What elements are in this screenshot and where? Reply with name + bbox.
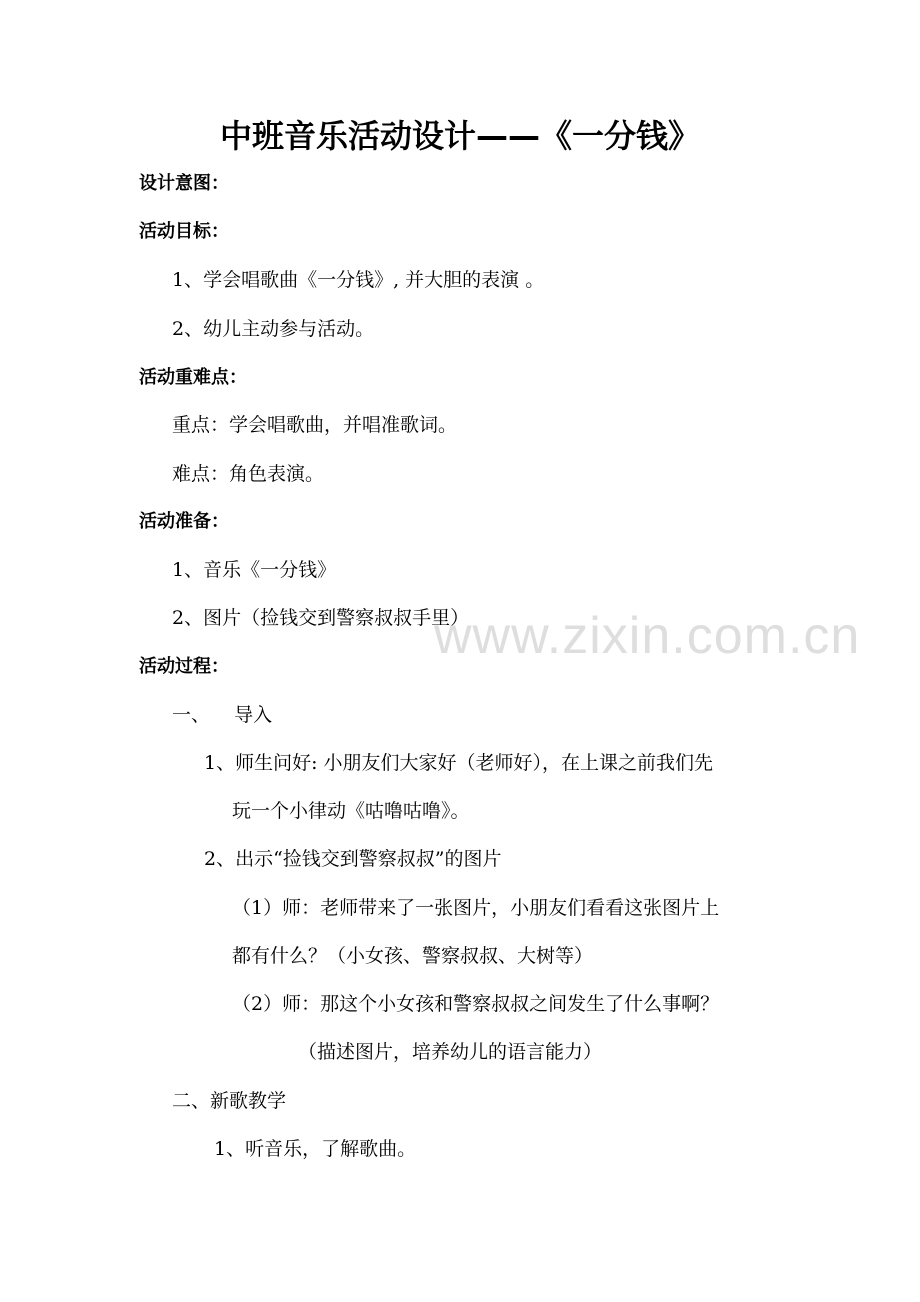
process-substep-2-note: （描述图片，培养幼儿的语言能力）: [298, 1041, 603, 1063]
document-title: 中班音乐活动设计——《一分钱》: [219, 117, 700, 155]
process-section-2: 二、新歌教学: [172, 1090, 287, 1112]
difficult-point: 难点：角色表演。: [172, 463, 325, 485]
process-substep-1: （1）师：老师带来了一张图片，小朋友们看看这张图片上: [232, 897, 720, 919]
process-substep-1-continued: 都有什么？（小女孩、警察叔叔、大树等）: [232, 945, 594, 967]
watermark-text: www.zixin.com.cn: [434, 607, 861, 665]
heading-activity-goals: 活动目标：: [139, 221, 229, 242]
goal-item-2: 2、幼儿主动参与活动。: [172, 318, 375, 340]
goal-item-1: 1、学会唱歌曲《一分钱》, 并大胆的表演 。: [172, 269, 545, 291]
preparation-item-1: 1、音乐《一分钱》: [172, 559, 337, 581]
heading-key-difficult-points: 活动重难点：: [139, 367, 247, 388]
process-step-2-1: 1、听音乐，了解歌曲。: [214, 1138, 417, 1160]
process-section-1: 一、 导入: [172, 704, 273, 726]
process-step-1-1-continued: 玩一个小律动《咕噜咕噜》。: [232, 800, 470, 822]
heading-design-intent: 设计意图：: [139, 173, 229, 194]
heading-activity-preparation: 活动准备：: [139, 511, 229, 532]
key-point: 重点：学会唱歌曲，并唱准歌词。: [172, 414, 458, 436]
process-step-1-2: 2、出示“捡钱交到警察叔叔”的图片: [204, 848, 502, 870]
heading-activity-process: 活动过程：: [139, 656, 229, 677]
preparation-item-2: 2、图片（捡钱交到警察叔叔手里）: [172, 607, 470, 629]
process-substep-2: （2）师：那这个小女孩和警察叔叔之间发生了什么事啊？: [232, 993, 720, 1015]
process-step-1-1: 1、师生问好: 小朋友们大家好（老师好），在上课之前我们先: [204, 752, 714, 774]
